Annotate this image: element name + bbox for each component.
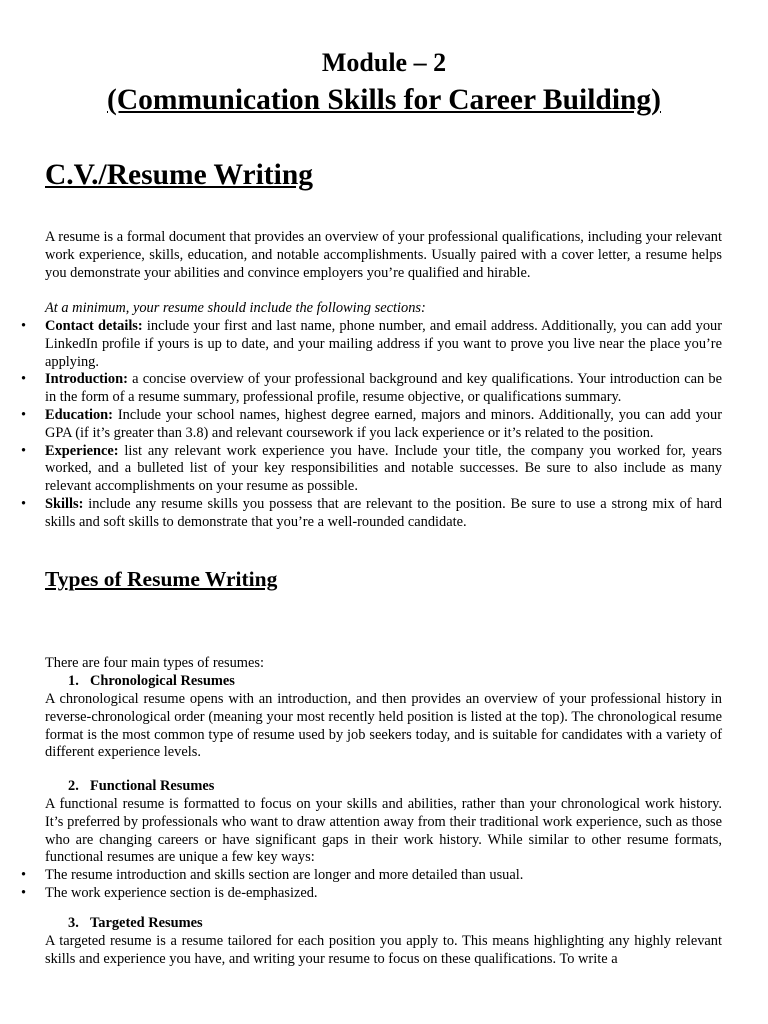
list-item: [45, 407, 722, 443]
type-paragraph-targeted: A targeted resume is a resume tailored for each position you apply to. This means highlighting any highly relevant skills and experience you have, and writing your resume to focus on these qualifications. To write a: [45, 933, 722, 967]
type-title: Functional Resumes: [90, 778, 215, 794]
type-title: Chronological Resumes: [90, 673, 235, 689]
type-number: 2.: [68, 778, 79, 794]
list-item-text: a concise overview of your professional background and key qualifications. Your introduction can be in the form of a resume summary, professional profile, resume objective, or qualifications summary.: [45, 371, 722, 406]
types-lead: There are four main types of resumes:: [45, 655, 264, 671]
module-title: Module – 2: [321, 48, 447, 77]
type-number: 3.: [68, 915, 79, 931]
list-item-label: Experience:: [45, 442, 119, 459]
intro-paragraph: A resume is a formal document that provides an overview of your professional qualifications, including your relevant work experience, skills, education, and notable accomplishments. Usually paired with a cover letter, a resume helps you demonstrate your abilities and convince employers you’re qualified and hirable.: [45, 229, 722, 281]
list-item: [45, 443, 722, 496]
list-item: • The resume introduction and skills section are longer and more detailed than usual.: [45, 867, 722, 885]
sections-list: [45, 318, 722, 532]
module-subtitle-text: (Communication Skills for Career Building): [107, 84, 661, 116]
list-item-label: Introduction:: [45, 371, 128, 388]
list-item-text: Include your school names, highest degree earned, majors and minors. Additionally, you can add your GPA (if it’s greater than 3.8) and relevant coursework if you lack experience or it’s related to the position.: [45, 406, 722, 441]
type-title: Targeted Resumes: [90, 915, 203, 931]
type-heading-functional: [68, 778, 214, 796]
list-item: [45, 496, 722, 532]
list-item-label: Contact details:: [45, 318, 143, 334]
list-item-label: Skills:: [45, 495, 84, 512]
type-heading-targeted: [68, 915, 203, 933]
list-item: • The work experience section is de-emphasized.: [45, 885, 722, 903]
functional-bullets: [45, 867, 722, 903]
list-item-label: Education:: [45, 406, 113, 423]
sections-lead: At a minimum, your resume should include the following sections:: [45, 300, 426, 316]
module-subtitle: [0, 82, 768, 118]
list-item-text: include any resume skills you possess that are relevant to the position. Be sure to use a strong mix of hard skills and soft skills to demonstrate that you’re a well-rounded candidate.: [45, 495, 722, 530]
section-heading: C.V./Resume Writing: [45, 159, 313, 191]
list-item: [45, 318, 722, 371]
list-item-text: list any relevant work experience you have. Include your title, the company you worked for, years worked, and a bulleted list of your key responsibilities and notable successes. Be sure to also include as many relevant accomplishments on your resume as possible.: [45, 442, 722, 495]
type-heading-chronological: [68, 673, 235, 691]
type-paragraph-chronological: A chronological resume opens with an introduction, and then provides an overview of your professional history in reverse-chronological order (meaning your most recently held position is listed at the top). The chronological resume format is the most common type of resume used by job seekers today, and is suitable for candidates with a variety of different experience levels.: [45, 691, 722, 761]
type-number: 1.: [68, 673, 79, 689]
type-paragraph-functional: A functional resume is formatted to focus on your skills and abilities, rather than your chronological work history. It’s preferred by professionals who want to draw attention away from their traditional work experience, such as those who are changing careers or have significant gaps in their work history. While similar to other resume formats, functional resumes are unique a few key ways:: [45, 796, 722, 866]
types-heading: Types of Resume Writing: [45, 567, 278, 591]
list-item-text: include your first and last name, phone number, and email address. Additionally, you can add your LinkedIn profile if yours is up to date, and your mailing address if you want to prove you live near the place you’re applying.: [45, 318, 723, 370]
list-item: [45, 371, 722, 407]
